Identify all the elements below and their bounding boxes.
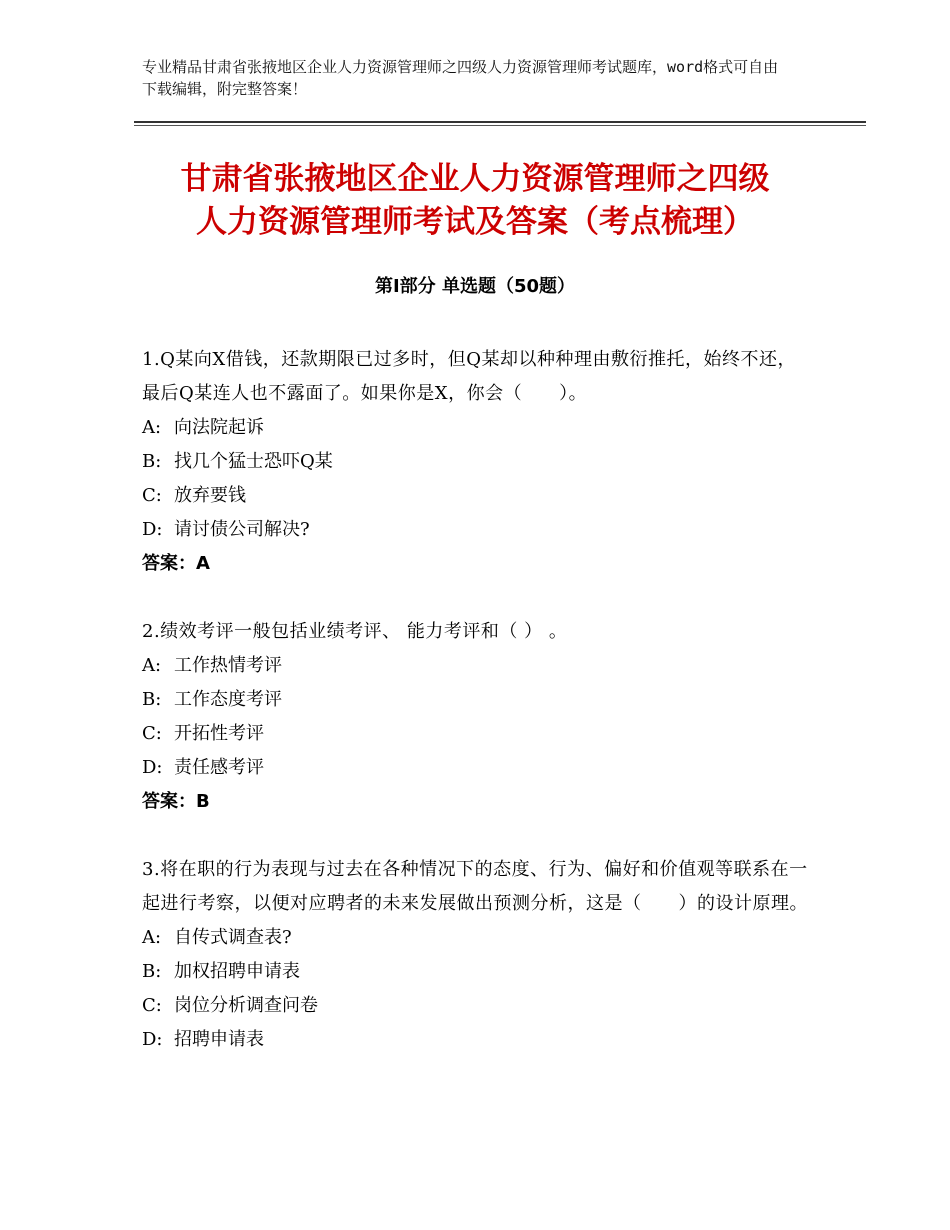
option-text: 自传式调查表? <box>174 927 292 948</box>
question-stem: 3.将在职的行为表现与过去在各种情况下的态度、行为、偏好和价值观等联系在一起进行考察，以便对应聘者的未来发展做出预测分析，这是（ ）的设计原理。 <box>142 859 808 914</box>
answer-label: 答案：B <box>142 791 210 812</box>
option-a <box>142 921 812 955</box>
option-c <box>142 989 812 1023</box>
option-text: 请讨债公司解决? <box>174 519 310 540</box>
option-letter: B: <box>142 961 162 982</box>
option-text: 找几个猛士恐吓Q某 <box>174 451 333 472</box>
option-text: 加权招聘申请表 <box>174 961 300 982</box>
question-3 <box>142 853 812 1057</box>
section-title: 第Ⅰ部分 单选题（50题） <box>374 276 575 297</box>
option-d <box>142 513 812 547</box>
header-note: 专业精品甘肃省张掖地区企业人力资源管理师之四级人力资源管理师考试题库，word格式可自由下载编辑，附完整答案！ <box>142 58 779 98</box>
option-text: 工作热情考评 <box>174 655 282 676</box>
option-c <box>142 717 812 751</box>
option-b <box>142 955 812 989</box>
option-text: 招聘申请表 <box>174 1029 264 1050</box>
question-stem: 2.绩效考评一般包括业绩考评、 能力考评和（ ） 。 <box>142 621 568 642</box>
option-text: 放弃要钱 <box>174 485 246 506</box>
option-letter: C: <box>142 485 162 506</box>
option-letter: C: <box>142 995 162 1016</box>
option-d <box>142 1023 812 1057</box>
answer-label: 答案：A <box>142 553 210 574</box>
option-b <box>142 445 812 479</box>
option-letter: A: <box>142 655 162 676</box>
option-letter: D: <box>142 1029 163 1050</box>
document-title-line-1: 甘肃省张掖地区企业人力资源管理师之四级 <box>180 161 770 197</box>
question-list <box>142 343 812 1091</box>
option-c <box>142 479 812 513</box>
option-text: 工作态度考评 <box>174 689 282 710</box>
option-b <box>142 683 812 717</box>
header-rule-thick <box>134 121 866 123</box>
question-1 <box>142 343 812 581</box>
option-text: 开拓性考评 <box>174 723 264 744</box>
question-stem: 1.Q某向X借钱，还款期限已过多时，但Q某却以种种理由敷衍推托，始终不还，最后Q某连人也不露面了。如果你是X，你会（ ）。 <box>142 349 796 404</box>
option-a <box>142 649 812 683</box>
option-letter: B: <box>142 451 162 472</box>
document-title-line-2: 人力资源管理师考试及答案（考点梳理） <box>196 204 754 240</box>
header-rule-thin <box>134 125 866 126</box>
option-text: 岗位分析调查问卷 <box>174 995 318 1016</box>
question-2 <box>142 615 812 819</box>
option-text: 责任感考评 <box>174 757 264 778</box>
option-letter: C: <box>142 723 162 744</box>
option-letter: D: <box>142 757 163 778</box>
option-d <box>142 751 812 785</box>
option-letter: A: <box>142 417 162 438</box>
option-a <box>142 411 812 445</box>
option-text: 向法院起诉 <box>174 417 264 438</box>
option-letter: B: <box>142 689 162 710</box>
option-letter: D: <box>142 519 163 540</box>
document-title <box>110 158 840 244</box>
option-letter: A: <box>142 927 162 948</box>
